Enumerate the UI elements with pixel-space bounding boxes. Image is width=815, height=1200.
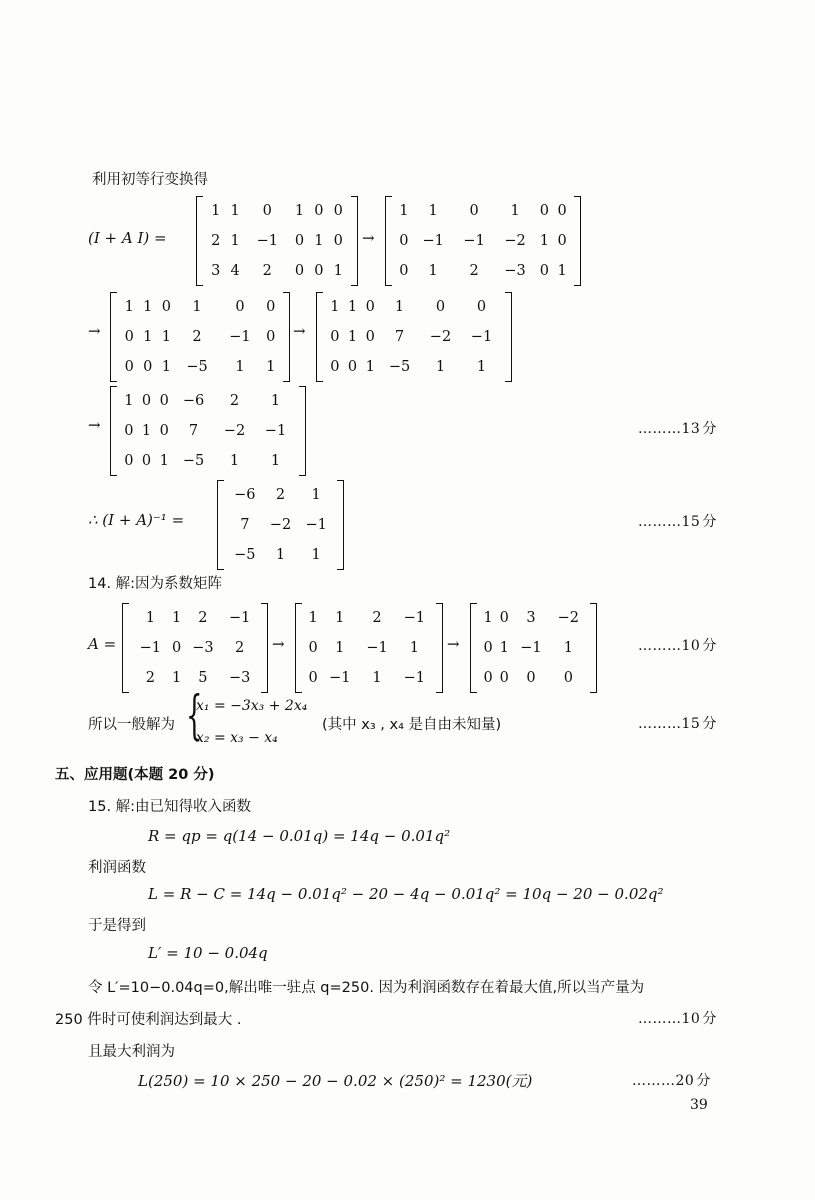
matrix-cell: 1 xyxy=(229,453,240,469)
page-number: 39 xyxy=(690,1097,708,1113)
matrix-cell: 1 xyxy=(557,263,567,279)
matrix-row xyxy=(395,196,571,226)
matrix-cell: 0 xyxy=(330,329,340,345)
matrix-row xyxy=(120,352,280,382)
matrix-row xyxy=(305,603,433,633)
equation-2: x₂ = x₃ − x₄ xyxy=(196,730,278,746)
matrix-cell: −2 xyxy=(223,423,246,439)
matrix-cell: 0 xyxy=(333,233,343,249)
matrix-cell: 1 xyxy=(409,640,419,656)
matrix-cell: 7 xyxy=(394,329,405,345)
matrix-cell: 0 xyxy=(314,263,324,279)
matrix-cell: 0 xyxy=(294,233,305,249)
matrix-cell: 0 xyxy=(435,299,446,315)
matrix-cell: 1 xyxy=(330,299,340,315)
matrix-cell: 1 xyxy=(435,359,446,375)
matrix-cell: −2 xyxy=(557,610,579,626)
matrix-row xyxy=(326,352,502,382)
matrix-cell: −1 xyxy=(403,670,426,686)
matrix-cell: −1 xyxy=(228,610,251,626)
intro-text: 利用初等行变换得 xyxy=(92,172,208,188)
matrix-cell: 1 xyxy=(499,640,509,656)
matrix-cell: 0 xyxy=(526,670,536,686)
matrix-cell: 1 xyxy=(372,670,382,686)
matrix-cell: 0 xyxy=(314,203,324,219)
matrix-cell: 2 xyxy=(229,393,240,409)
matrix-cell: 2 xyxy=(372,610,382,626)
matrix-cell: 1 xyxy=(294,203,305,219)
matrix-row xyxy=(326,292,502,322)
equation-1: x₁ = −3x₃ + 2x₄ xyxy=(196,698,308,714)
matrix-cell: −1 xyxy=(256,233,278,249)
matrix-cell: 0 xyxy=(124,423,134,439)
matrix-cell: −1 xyxy=(329,670,351,686)
max-profit-formula: L(250) = 10 × 250 − 20 − 0.02 × (250)² = 1230(元) xyxy=(138,1072,533,1090)
revenue-formula: R = qp = q(14 − 0.01q) = 14q − 0.01q² xyxy=(148,827,451,845)
matrix-cell: 1 xyxy=(124,393,134,409)
matrix-cell: 1 xyxy=(394,299,405,315)
matrix-cell: 1 xyxy=(311,487,321,503)
matrix-row xyxy=(395,226,571,256)
matrix-cell: 1 xyxy=(161,359,171,375)
matrix-cell: 1 xyxy=(314,233,324,249)
matrix-cell: −1 xyxy=(470,329,493,345)
matrix-cell: 0 xyxy=(483,670,493,686)
arrow: → xyxy=(88,322,101,340)
matrix-cell: 1 xyxy=(311,547,321,563)
matrix-cell: −1 xyxy=(463,233,485,249)
matrix-cell: 0 xyxy=(557,233,567,249)
matrix-cell: 1 xyxy=(399,203,409,219)
profit-label: 利润函数 xyxy=(88,860,146,876)
matrix-cell: −2 xyxy=(429,329,452,345)
matrix-cell: 1 xyxy=(145,610,155,626)
matrix-cell: 1 xyxy=(476,359,487,375)
matrix-row xyxy=(227,480,334,510)
matrix-cell: 0 xyxy=(294,263,305,279)
matrix-cell: 1 xyxy=(235,359,245,375)
matrix-cell: −1 xyxy=(139,640,162,656)
matrix-cell: 0 xyxy=(539,263,549,279)
matrix-cell: 0 xyxy=(333,203,343,219)
matrix-row xyxy=(132,603,258,633)
matrix-cell: 0 xyxy=(399,263,409,279)
matrix-cell: −5 xyxy=(186,359,208,375)
matrix-cell: 1 xyxy=(159,453,169,469)
matrix-cell: −6 xyxy=(234,487,256,503)
derivative-formula: L′ = 10 − 0.04q xyxy=(148,944,268,962)
matrix-row xyxy=(132,633,258,663)
matrix-row xyxy=(227,510,334,540)
matrix-cell: 5 xyxy=(198,670,208,686)
matrix-cell: 1 xyxy=(172,670,182,686)
matrix-cell: 1 xyxy=(270,393,281,409)
matrix-cell: 2 xyxy=(235,640,245,656)
matrix-cell: 0 xyxy=(347,359,358,375)
matrix-cell: 0 xyxy=(483,640,493,656)
matrix-cell: 0 xyxy=(308,640,318,656)
matrix-cell: 1 xyxy=(510,203,520,219)
matrix-cell: −1 xyxy=(366,640,388,656)
arrow: → xyxy=(272,635,285,653)
matrix-cell: 0 xyxy=(235,299,245,315)
matrix-cell: 2 xyxy=(198,610,208,626)
matrix-cell: 1 xyxy=(333,263,343,279)
matrix-cell: 4 xyxy=(230,263,240,279)
matrix-cell: 1 xyxy=(124,299,134,315)
matrix-m8 xyxy=(295,603,443,693)
matrix-cell: 1 xyxy=(335,610,345,626)
matrix-row xyxy=(227,540,334,570)
matrix-cell: 2 xyxy=(262,263,272,279)
score-15a: ………15 分 xyxy=(638,514,717,530)
score-10b: ………10 分 xyxy=(638,1011,717,1027)
matrix-cell: 0 xyxy=(365,329,375,345)
matrix-m7 xyxy=(122,603,268,693)
matrix-cell: 1 xyxy=(192,299,202,315)
matrix-cell: 0 xyxy=(161,299,171,315)
matrix-cell: −3 xyxy=(228,670,251,686)
matrix-row xyxy=(206,226,348,256)
matrix-cell: 0 xyxy=(266,329,276,345)
matrix-cell: −5 xyxy=(182,453,205,469)
matrix-cell: 0 xyxy=(124,453,134,469)
matrix-row xyxy=(120,446,296,476)
matrix-cell: 2 xyxy=(469,263,479,279)
matrix-cell: 0 xyxy=(399,233,409,249)
matrix-cell: 0 xyxy=(557,203,567,219)
inverse-label: ∴ (I + A)⁻¹ = xyxy=(88,511,185,529)
matrix-cell: −6 xyxy=(182,393,205,409)
matrix-cell: 3 xyxy=(526,610,536,626)
matrix-cell: −5 xyxy=(388,359,411,375)
matrix-m9 xyxy=(470,603,597,693)
matrix-cell: −1 xyxy=(403,610,426,626)
matrix-cell: 0 xyxy=(499,670,509,686)
matrix-cell: 2 xyxy=(275,487,286,503)
general-solution-label: 所以一般解为 xyxy=(88,717,175,733)
matrix-cell: 0 xyxy=(563,670,573,686)
matrix-cell: 0 xyxy=(124,329,134,345)
matrix-cell: −3 xyxy=(192,640,214,656)
matrix-cell: 1 xyxy=(230,203,240,219)
score-10a: ………10 分 xyxy=(638,638,717,654)
matrix-cell: 1 xyxy=(308,610,318,626)
matrix-cell: 1 xyxy=(266,359,276,375)
matrix-m3 xyxy=(110,292,290,382)
matrix-cell: 0 xyxy=(159,423,169,439)
matrix-row xyxy=(480,603,587,633)
matrix-cell: −2 xyxy=(504,233,526,249)
matrix-cell: 0 xyxy=(499,610,509,626)
matrix-row xyxy=(305,633,433,663)
matrix-cell: 1 xyxy=(428,203,438,219)
matrix-row xyxy=(120,322,280,352)
matrix-m1 xyxy=(196,196,358,286)
matrix-cell: 3 xyxy=(211,263,221,279)
matrix-m2 xyxy=(385,196,581,286)
matrix-cell: 0 xyxy=(141,393,152,409)
matrix-cell: 1 xyxy=(141,423,152,439)
matrix-row xyxy=(120,386,296,416)
matrix-row xyxy=(480,663,587,693)
matrix-cell: 1 xyxy=(347,329,358,345)
ia-label: (I + A I) = xyxy=(88,229,167,247)
matrix-row xyxy=(326,322,502,352)
matrix-row xyxy=(305,663,433,693)
q15-intro: 15. 解:由已知得收入函数 xyxy=(88,799,252,815)
matrix-cell: −1 xyxy=(520,640,542,656)
matrix-cell: 1 xyxy=(230,233,240,249)
matrix-cell: −2 xyxy=(269,517,292,533)
matrix-cell: 0 xyxy=(476,299,487,315)
matrix-cell: 1 xyxy=(161,329,171,345)
matrix-cell: 1 xyxy=(275,547,286,563)
matrix-cell: 1 xyxy=(539,233,549,249)
matrix-cell: 0 xyxy=(308,670,318,686)
section-heading: 五、应用题(本题 20 分) xyxy=(55,767,215,783)
q14-intro: 14. 解:因为系数矩阵 xyxy=(88,576,223,592)
arrow: → xyxy=(293,322,306,340)
matrix-cell: 0 xyxy=(469,203,479,219)
matrix-cell: 7 xyxy=(240,517,250,533)
matrix-inverse xyxy=(217,480,344,570)
yushi-text: 于是得到 xyxy=(88,918,146,934)
matrix-cell: 1 xyxy=(563,640,573,656)
matrix-cell: 7 xyxy=(188,423,199,439)
matrix-cell: 1 xyxy=(428,263,438,279)
matrix-cell: 1 xyxy=(335,640,345,656)
matrix-cell: 2 xyxy=(211,233,221,249)
matrix-cell: 0 xyxy=(262,203,272,219)
matrix-cell: 1 xyxy=(143,329,153,345)
max-profit-label: 且最大利润为 xyxy=(88,1044,175,1060)
matrix-cell: −1 xyxy=(305,517,327,533)
matrix-cell: −1 xyxy=(229,329,251,345)
matrix-cell: 1 xyxy=(143,299,153,315)
arrow: → xyxy=(88,416,101,434)
matrix-row xyxy=(395,256,571,286)
arrow: → xyxy=(362,229,375,247)
conclusion-line-2: 250 件时可使利润达到最大 . xyxy=(55,1012,242,1028)
conclusion-line-1: 令 L′=10−0.04q=0,解出唯一驻点 q=250. 因为利润函数存在着最大值,所以当产量为 xyxy=(88,980,645,996)
matrix-cell: 1 xyxy=(270,453,281,469)
arrow: → xyxy=(447,635,460,653)
matrix-cell: 0 xyxy=(172,640,182,656)
matrix-cell: 1 xyxy=(483,610,493,626)
matrix-row xyxy=(120,292,280,322)
matrix-cell: 0 xyxy=(159,393,169,409)
matrix-cell: 0 xyxy=(330,359,340,375)
matrix-cell: 1 xyxy=(172,610,182,626)
matrix-cell: 0 xyxy=(124,359,134,375)
matrix-cell: 0 xyxy=(539,203,549,219)
matrix-cell: 0 xyxy=(266,299,276,315)
matrix-cell: −1 xyxy=(264,423,287,439)
matrix-cell: −5 xyxy=(234,547,256,563)
matrix-row xyxy=(480,633,587,663)
score-20: ………20 分 xyxy=(632,1073,711,1089)
matrix-cell: 0 xyxy=(365,299,375,315)
matrix-cell: 0 xyxy=(143,359,153,375)
matrix-row xyxy=(206,196,348,226)
score-15b: ………15 分 xyxy=(638,716,717,732)
matrix-cell: 2 xyxy=(192,329,202,345)
matrix-cell: 1 xyxy=(211,203,221,219)
matrix-cell: 1 xyxy=(347,299,358,315)
profit-formula: L = R − C = 14q − 0.01q² − 20 − 4q − 0.01q² = 10q − 20 − 0.02q² xyxy=(148,885,664,903)
matrix-row xyxy=(120,416,296,446)
matrix-m4 xyxy=(316,292,512,382)
matrix-row xyxy=(206,256,348,286)
matrix-cell: −1 xyxy=(422,233,444,249)
matrix-m5 xyxy=(110,386,306,476)
matrix-cell: 2 xyxy=(145,670,155,686)
matrix-cell: −3 xyxy=(504,263,526,279)
brace-icon: { xyxy=(186,686,203,746)
matrix-cell: 1 xyxy=(365,359,375,375)
score-13: ………13 分 xyxy=(638,421,717,437)
a-label: A = xyxy=(88,635,117,653)
free-variable-note: (其中 x₃ , x₄ 是自由未知量) xyxy=(322,717,502,733)
matrix-cell: 0 xyxy=(141,453,152,469)
